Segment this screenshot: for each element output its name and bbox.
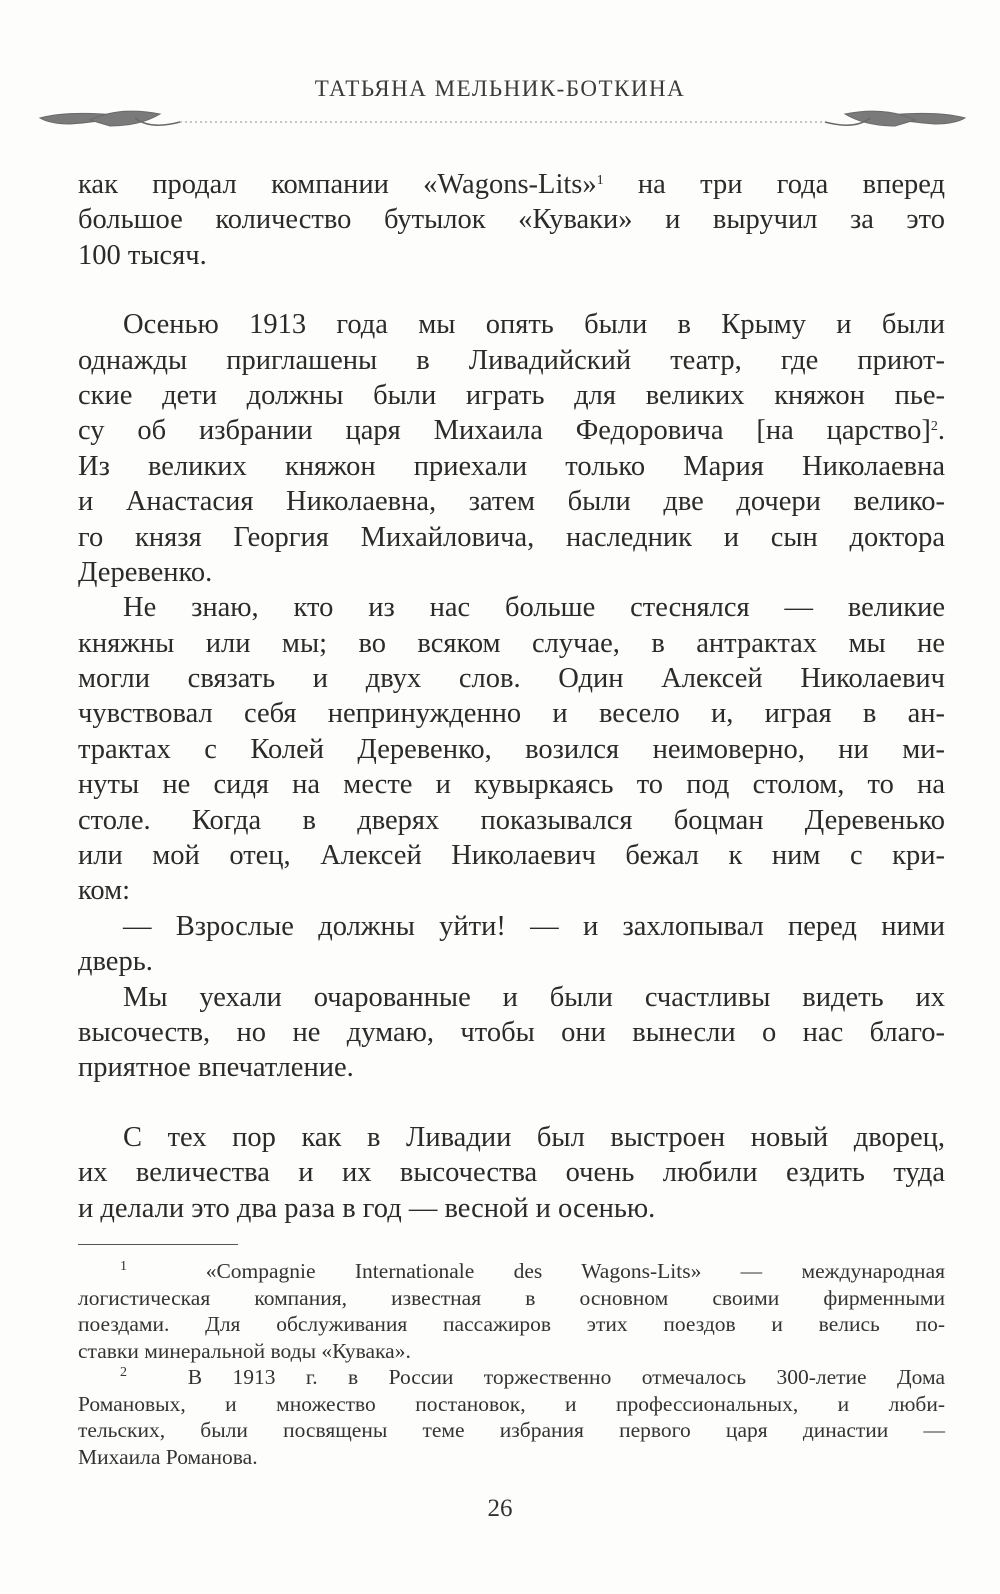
- text-line: княжны или мы; во всяком случае, в антрактах мы не: [78, 627, 945, 659]
- footnote-line: Романовых, и множество постановок, и профессиональных, и люби-: [78, 1391, 945, 1416]
- footnote-line: тельских, были посвящены теме избрания первого царя династии —: [78, 1418, 945, 1442]
- footnote-separator: [78, 1244, 238, 1245]
- text-line: ком:: [78, 875, 131, 907]
- section-gap: [78, 1086, 945, 1120]
- footnote-number-2: 2: [120, 1365, 127, 1380]
- text-line: Осенью 1913 года мы опять были в Крыму и были: [123, 309, 945, 341]
- text-line: однажды приглашены в Ливадийский театр, где приют-: [78, 344, 945, 376]
- running-head: ТАТЬЯНА МЕЛЬНИК-БОТКИНА: [314, 76, 686, 101]
- text-line: Мы уехали очарованные и были счастливы видеть их: [123, 981, 945, 1013]
- text-line: или мой отец, Алексей Николаевич бежал к ним с кри-: [78, 840, 945, 872]
- text-line: и делали это два раза в год — весной и осенью.: [78, 1192, 656, 1224]
- footnote-ref-2[interactable]: 2: [930, 419, 938, 435]
- text-line: могли связать и двух слов. Один Алексей Николаевич: [78, 663, 945, 695]
- text-line: высочеств, но не думаю, чтобы они вынесли о нас благо-: [78, 1016, 945, 1048]
- text-line: дверь.: [78, 946, 153, 978]
- text-line: С тех пор как в Ливадии был выстроен новый дворец,: [123, 1121, 945, 1153]
- text-line: Деревенко.: [78, 556, 213, 588]
- text-line: — Взрослые должны уйти! — и захлопывал перед ними: [123, 910, 945, 942]
- text-line: 100 тысяч.: [78, 239, 207, 271]
- footnote-line: $^2$ В 1913 г. в России торжественно отмечалось 300-летие Дома: [120, 1365, 945, 1389]
- footnote-line: Михаила Романова.: [78, 1444, 258, 1469]
- text-line: приятное впечатление.: [78, 1052, 354, 1084]
- footnote-line: $^1$ «Compagnie Internationale des Wagons-Lits» — международная: [120, 1259, 945, 1283]
- section-gap: [78, 273, 945, 307]
- text-line: Не знаю, кто из нас больше стеснялся — великие: [123, 592, 945, 624]
- text-line: чувствовал себя непринужденно и весело и, играя в ан-: [78, 698, 945, 730]
- text-line: ские дети должны были играть для великих княжон пье-: [78, 379, 945, 411]
- page-number: 26: [487, 1495, 513, 1522]
- text-line: столе. Когда в дверях показывался боцман Деревенько: [78, 804, 945, 836]
- footnote-line: поездами. Для обслуживания пассажиров этих поездов и велись по-: [78, 1312, 945, 1336]
- text-line: их величества и их высочества очень любили ездить туда: [78, 1157, 945, 1189]
- footnotes: [78, 1258, 945, 1470]
- text-line: и Анастасия Николаевна, затем были две дочери велико-: [78, 486, 945, 518]
- text-line: го князя Георгия Михайловича, наследник и сын доктора: [78, 521, 945, 553]
- text-line: су об избрании царя Михаила Федоровича [на царство]$^2$.: [78, 415, 945, 447]
- footnote-ref-1[interactable]: 1: [596, 173, 604, 188]
- decorative-rule-ornament: [30, 100, 975, 140]
- main-text: [78, 167, 945, 1226]
- text-line: нуты не сидя на месте и кувыркаясь то под столом, то на: [78, 769, 945, 801]
- footnote-line: логистическая компания, известная в основном своими фирменными: [78, 1285, 945, 1310]
- footnote-line: ставки минеральной воды «Кувака».: [78, 1338, 411, 1363]
- footnote-number-1: 1: [120, 1259, 127, 1274]
- text-line: Из великих княжон приехали только Мария Николаевна: [78, 450, 945, 482]
- text-line: как продал компании «Wagons-Lits»$^1$ на три года вперед: [78, 169, 945, 200]
- text-line: трактах с Колей Деревенко, возился неимоверно, ни ми-: [78, 733, 945, 765]
- text-line: большое количество бутылок «Куваки» и выручил за это: [78, 204, 945, 236]
